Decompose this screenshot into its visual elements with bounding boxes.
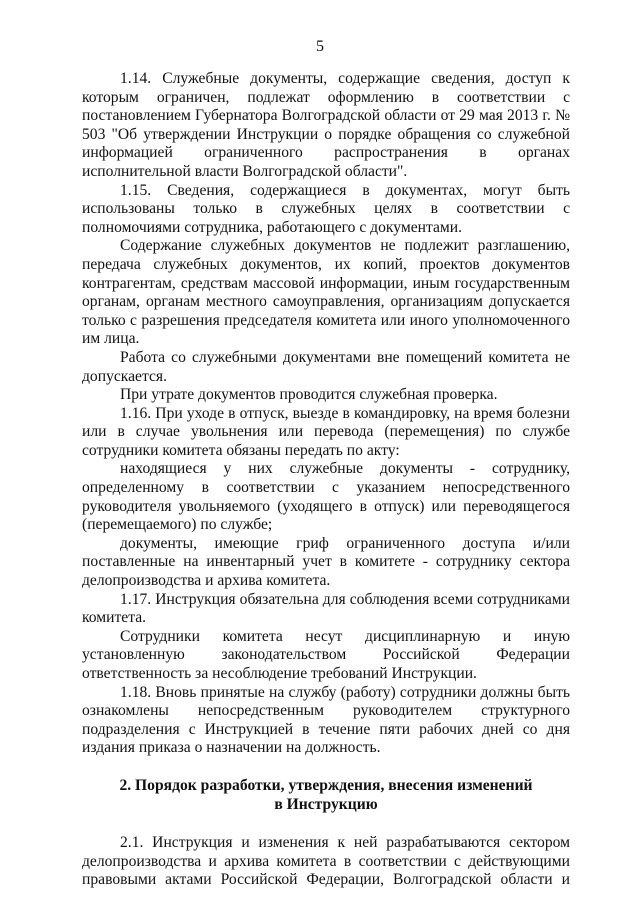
- paragraph-2-1: 2.1. Инструкция и изменения к ней разрабатываются сектором делопроизводства и архива комитета в соответствии с действующими правовыми актами Российской Федерации, Волгоградской области и: [82, 833, 570, 889]
- document-body: [82, 70, 570, 890]
- paragraph-work-outside: Работа со служебными документами вне помещений комитета не допускается.: [82, 348, 570, 385]
- page-number: 5: [316, 38, 324, 55]
- paragraph-loss-check: При утрате документов проводится служебная проверка.: [120, 386, 498, 404]
- paragraph-1-16: 1.16. При уходе в отпуск, выезде в командировку, на время болезни или в случае увольнения или перевода (перемещения) по службе сотрудники комитета обязаны передать по акту:: [82, 404, 570, 459]
- paragraph-responsibility: Сотрудники комитета несут дисциплинарную и иную установленную законодательством Российской Федерации ответственность за несоблюдение требований Инструкции.: [82, 627, 570, 682]
- section-heading-line-2: в Инструкцию: [274, 795, 378, 813]
- paragraph-restricted-docs: документы, имеющие гриф ограниченного доступа и/или поставленные на инвентарный учет в комитете - сотруднику сектора делопроизводства и архива комитета.: [82, 534, 570, 590]
- paragraph-transfer-docs: находящиеся у них служебные документы - сотруднику, определенному в соответствии с указанием непосредственного руководителя увольняемого (уходящего в отпуск) или переводящегося (перемещаемого) по службе;: [82, 460, 570, 534]
- paragraph-1-17: 1.17. Инструкция обязательна для соблюдения всеми сотрудниками комитета.: [82, 590, 570, 627]
- section-heading: [82, 776, 570, 814]
- heading-spacer: [82, 814, 570, 834]
- paragraph-disclosure: Содержание служебных документов не подлежит разглашению, передача служебных документов, их копий, проектов документов контрагентам, средствам массовой информации, иным государственным органам, органам местного самоуправления, организациям допускается только с разрешения председателя комитета или иного уполномоченного им лица.: [82, 237, 570, 348]
- paragraph-1-14: 1.14. Служебные документы, содержащие сведения, доступ к которым ограничен, подлежат оформлению в соответствии с постановлением Губернатора Волгоградской области от 29 мая 2013 г. № 503 "Об утверждении Инструкции о порядке обращения со служебной информацией ограниченного распространения в органах исполнительной власти Волгоградской области".: [82, 70, 570, 180]
- paragraph-1-18: 1.18. Вновь принятые на службу (работу) сотрудники должны быть ознакомлены непосредственным руководителем структурного подразделения с Инструкцией в течение пяти рабочих дней со дня издания приказа о назначении на должность.: [82, 683, 570, 757]
- section-heading-line-1: 2. Порядок разработки, утверждения, внесения изменений: [119, 776, 533, 794]
- paragraph-1-15: 1.15. Сведения, содержащиеся в документах, могут быть использованы только в служебных целях в соответствии с полномочиями сотрудника, работающего с документами.: [82, 181, 570, 236]
